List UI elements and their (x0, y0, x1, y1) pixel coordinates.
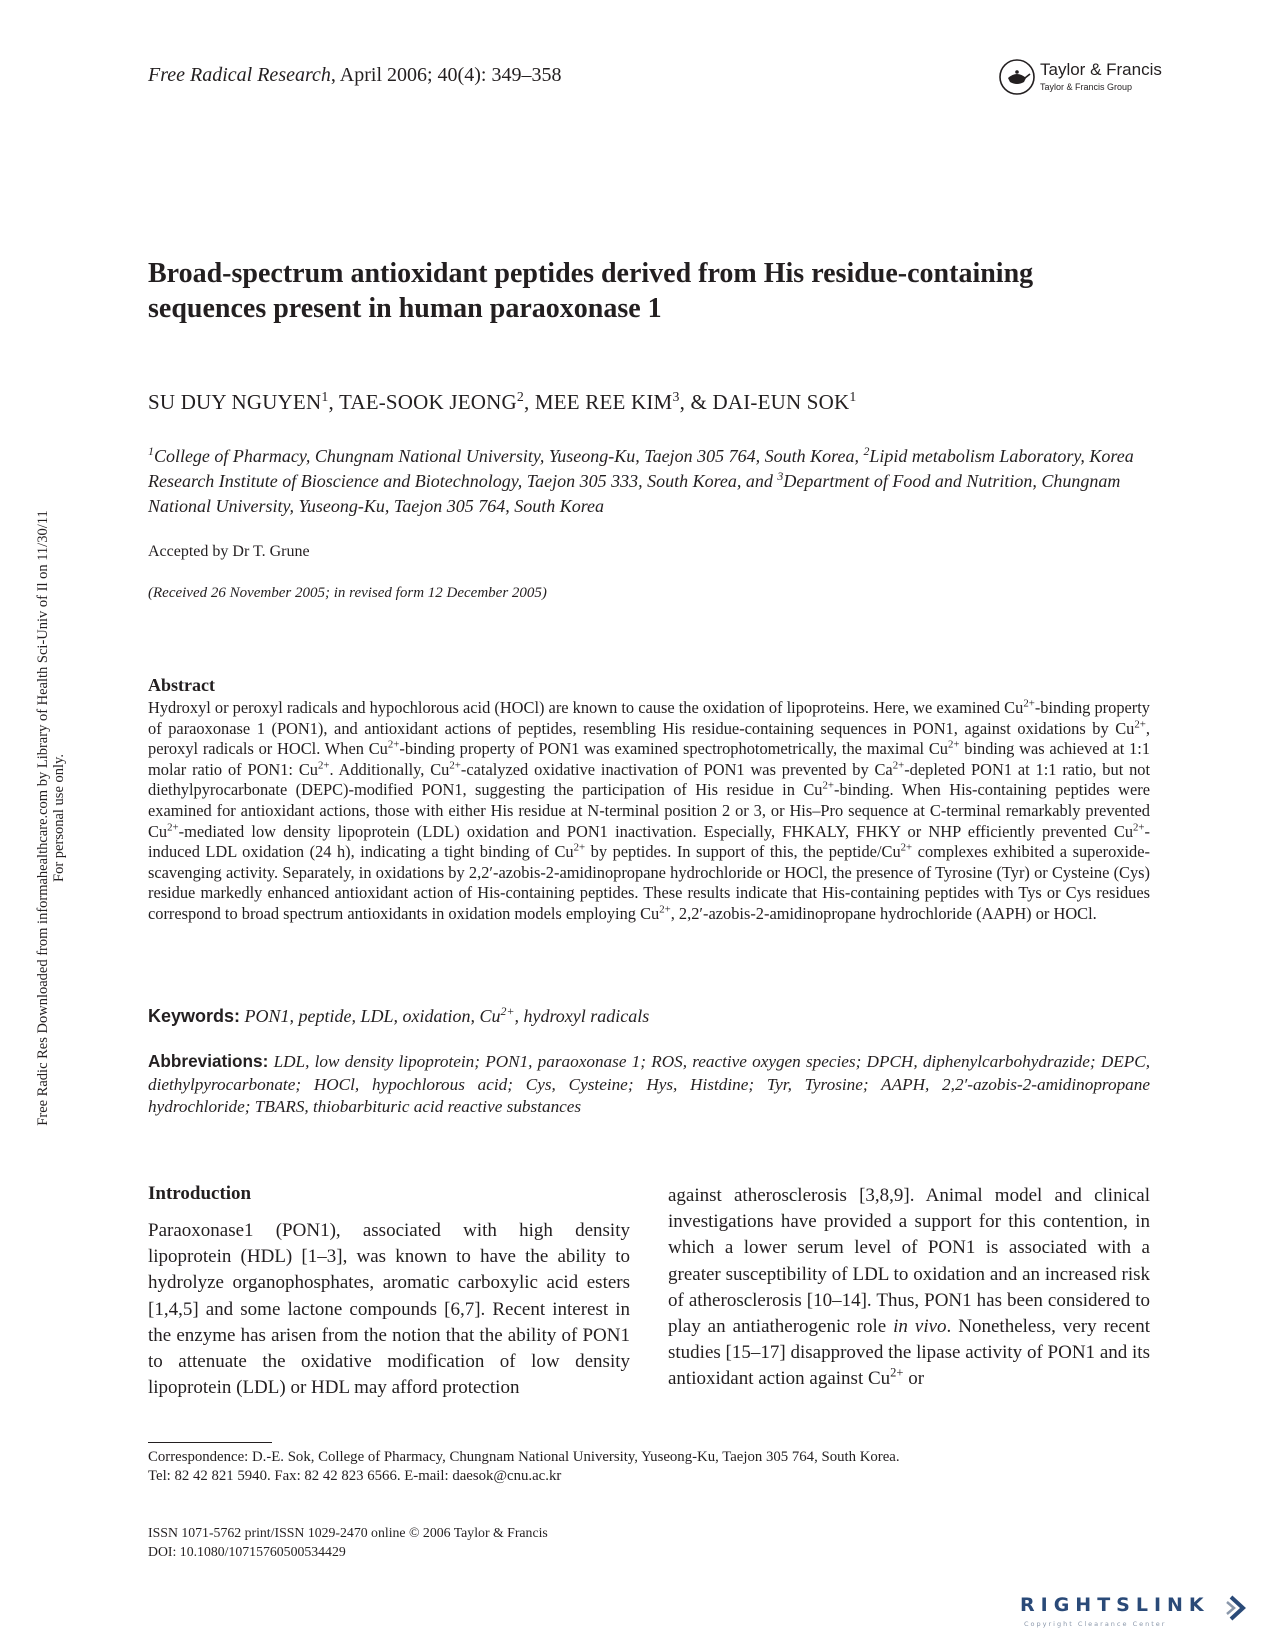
author-affiliation-number: 1 (321, 389, 329, 404)
author-affiliation-number: 3 (672, 389, 680, 404)
abbreviations (148, 1050, 1150, 1119)
author-name: MEE REE KIM (534, 390, 673, 414)
author-name: DAI-EUN SOK (712, 390, 850, 414)
doi-line: DOI: 10.1080/10715760500534429 (148, 1544, 346, 1559)
author-name: TAE-SOOK JEONG (339, 390, 517, 414)
keywords-text: PON1, peptide, LDL, oxidation, $Cu^{2+}$, hydroxyl radicals (244, 1004, 650, 1026)
author-name: SU DUY NGUYEN (148, 390, 322, 414)
correspondence-footnote (148, 1448, 1158, 1486)
affiliation-text: Lipid metabolism Laboratory, Korea Research Institute of Bioscience and Biotechnology, Taejon 305 333, South Korea, and (148, 446, 1134, 491)
affiliation-number: 3 (777, 469, 784, 483)
introduction-heading: Introduction (148, 1183, 252, 1204)
rightslink-label: RIGHTSLINK (1020, 1594, 1210, 1616)
journal-name: Free Radical Research (148, 64, 331, 86)
issn-line: ISSN 1071-5762 print/ISSN 1029-2470 online © 2006 Taylor & Francis (148, 1525, 548, 1540)
affiliation-text: College of Pharmacy, Chungnam National University, Yuseong-Ku, Taejon 305 764, South Korea, (153, 446, 864, 466)
author-list: SU DUY NGUYEN$^1$, TAE-SOOK JEONG$^2$, MEE REE KIM$^3$, & DAI-EUN SOK$^1$ (148, 389, 857, 414)
received-dates: (Received 26 November 2005; in revised form 12 December 2005) (148, 585, 547, 601)
abbreviations-label: Abbreviations: (148, 1051, 269, 1071)
introduction-left-column: Paraoxonase1 (PON1), associated with high density lipoprotein (HDL) [1–3], was known to have the ability to hydrolyze organophosphates, aromatic carboxylic acid esters [1,4,5] and some lactone compounds [6,7]. Recent interest in the enzyme has arisen from the notion that the ability of PON1 to attenuate the oxidative modification of low density lipoprotein (LDL) or HDL may afford protection (148, 1220, 630, 1399)
author-affiliation-number: 1 (849, 389, 857, 404)
accepted-by: Accepted by Dr T. Grune (148, 543, 310, 560)
watermark-line-1: Free Radic Res Downloaded from informahealthcare.com by Library of Health Sci-Univ of Il on 11/30/11 (35, 510, 51, 1126)
chevron-right-icon (1225, 1594, 1251, 1622)
correspondence-contact: Tel: 82 42 821 5940. Fax: 82 42 823 6566. E-mail: daesok@cnu.ac.kr (148, 1468, 562, 1484)
teapot-logo-icon (998, 58, 1036, 96)
affiliations (148, 444, 1148, 519)
publisher-group: Taylor & Francis Group (1040, 82, 1133, 92)
issn-doi (148, 1523, 548, 1561)
correspondence-address: Correspondence: D.-E. Sok, College of Pharmacy, Chungnam National University, Yuseong-Ku, Taejon 305 764, South Korea. (148, 1449, 900, 1465)
publisher-logo (998, 58, 1168, 98)
keywords-label: Keywords: (148, 1006, 241, 1026)
rightslink-subtitle: Copyright Clearance Center (1024, 1620, 1167, 1628)
abstract-text: Hydroxyl or peroxyl radicals and hypochlorous acid (HOCl) are known to cause the oxidation of lipoproteins. Here, we examined $Cu^{2+}$-binding property of paraoxonase 1 (PON1), and antioxidant actions of peptides, resembling His residue-containing sequences in PON1, against oxidations by $Cu^{2+}$, peroxyl radicals or HOCl. When $Cu^{2+}$-binding property of PON1 was examined spectrophotometrically, the maximal $Cu^{2+}$ binding was achieved at 1:1 molar ratio of PON1: $Cu^{2+}$. Additionally, $Cu^{2+}$-catalyzed oxidative inactivation of PON1 was prevented by $Ca^{2+}$-depleted PON1 at 1:1 ratio, but not diethylpyrocarbonate (DEPC)-modified PON1, suggesting the participation of His residue in $Cu^{2+}$-binding. When His-containing peptides were examined for antioxidant actions, those with either His residue at N-terminal position 2 or 3, or His–Pro sequence at C-terminal remarkably prevented $Cu^{2+}$-mediated low density lipoprotein (LDL) oxidation and PON1 inactivation. Especially, FHKALY, FHKY or NHP efficiently prevented $Cu^{2+}$-induced LDL oxidation (24 h), indicating a tight binding of $Cu^{2+}$ by peptides. In support of this, the peptide/$Cu^{2+}$ complexes exhibited a superoxide-scavenging activity. Separately, in oxidations by 2,2′-azobis-2-amidinopropane hydrochloride or HOCl, the presence of Tyrosine (Tyr) or Cysteine (Cys) residue markedly enhanced antioxidant action of His-containing peptides. These results indicate that His-containing peptides with Tys or Cys residues correspond to broad spectrum antioxidants in oxidation models employing $Cu^{2+}$, 2,2′-azobis-2-amidinopropane hydrochloride (AAPH) or HOCl. (148, 697, 1151, 923)
download-watermark (35, 458, 67, 1178)
abbreviations-text: LDL, low density lipoprotein; PON1, paraoxonase 1; ROS, reactive oxygen species; DPCH, diphenylcarbohydrazide; DEPC, diethylpyrocarbonate; HOCl, hypochlorous acid; Cys, Cysteine; Hys, Histdine; Tyr, Tyrosine; AAPH, 2,2′-azobis-2-amidinopropane hydrochloride; TBARS, thiobarbituric acid reactive substances (148, 1052, 1151, 1116)
affiliation-number: 1 (148, 444, 154, 458)
article-title: Broad-spectrum antioxidant peptides derived from His residue-containing sequences present in human paraoxonase 1 (148, 258, 1034, 324)
rightslink-logo[interactable] (1020, 1592, 1260, 1630)
publisher-name: Taylor & Francis (1040, 60, 1162, 79)
author-affiliation-number: 2 (516, 389, 524, 404)
abstract-heading: Abstract (148, 675, 215, 695)
footnote-divider (148, 1442, 272, 1443)
keywords (148, 1006, 649, 1027)
journal-citation (148, 64, 561, 87)
introduction-right-column: against atherosclerosis [3,8,9]. Animal model and clinical investigations have provided a support for this contention, in which a lower serum level of PON1 is associated with a greater susceptibility of LDL to oxidation and an increased risk of atherosclerosis [10–14]. Thus, PON1 has been considered to play an antiatherogenic role in vivo. Nonetheless, very recent studies [15–17] disapproved the lipase activity of PON1 and its antioxidant action against $Cu^{2+}$ or (668, 1185, 1150, 1390)
watermark-line-2: For personal use only. (51, 754, 67, 882)
affiliation-number: 2 (863, 444, 870, 458)
journal-issue: , April 2006; 40(4): 349–358 (330, 64, 562, 86)
affiliation-text: Department of Food and Nutrition, Chungnam National University, Yuseong-Ku, Taejon 305 764, South Korea (148, 471, 1121, 516)
